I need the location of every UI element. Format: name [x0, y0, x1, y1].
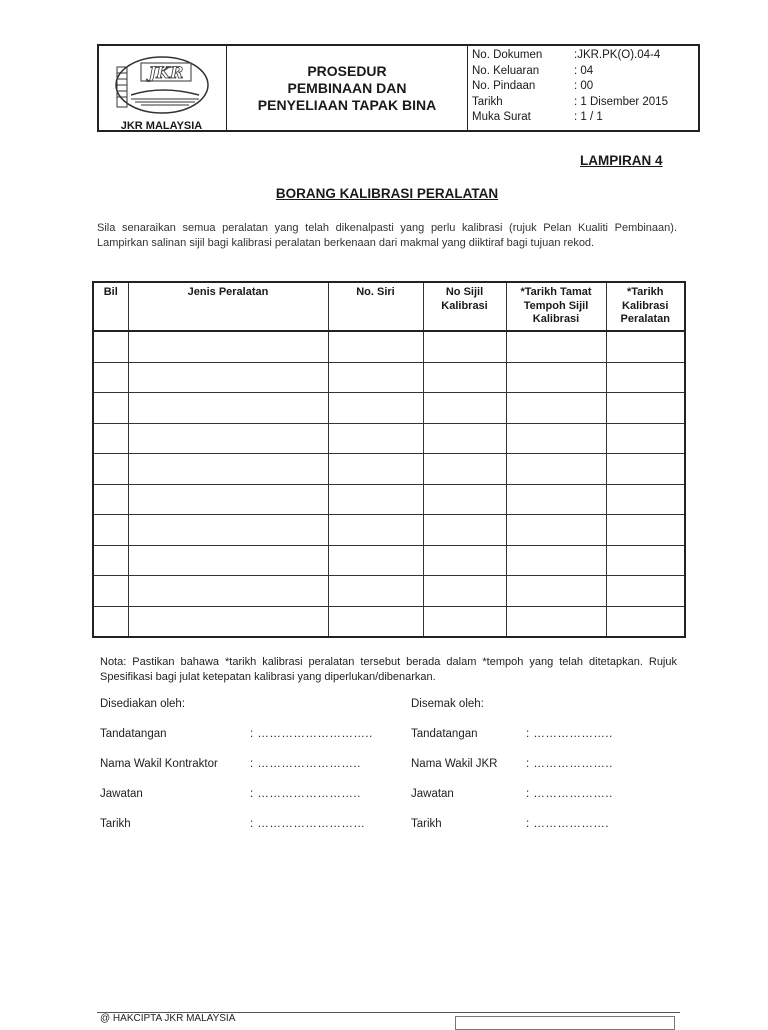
table-cell[interactable]	[606, 362, 685, 393]
table-cell[interactable]	[606, 331, 685, 362]
table-cell[interactable]	[423, 545, 506, 576]
table-row	[93, 515, 685, 546]
table-cell[interactable]	[128, 423, 328, 454]
table-cell[interactable]	[506, 331, 606, 362]
table-cell[interactable]	[423, 454, 506, 485]
title-line: PENYELIAAN TAPAK BINA	[257, 96, 437, 113]
position-field[interactable]: : ………………..	[526, 788, 613, 800]
table-row	[93, 484, 685, 515]
table-cell[interactable]	[93, 606, 128, 637]
footer-stamp-box	[455, 1016, 675, 1030]
table-cell[interactable]	[506, 515, 606, 546]
table-cell[interactable]	[93, 576, 128, 607]
meta-label: No. Pindaan	[472, 80, 536, 92]
table-cell[interactable]	[606, 423, 685, 454]
table-cell[interactable]	[606, 515, 685, 546]
table-row	[93, 454, 685, 485]
date-label: Tarikh	[411, 818, 442, 830]
table-row	[93, 545, 685, 576]
column-header-tarikh-kalibrasi: *Tarikh Kalibrasi Peralatan	[606, 282, 685, 331]
meta-value: : 1 Disember 2015	[574, 95, 668, 108]
table-row	[93, 362, 685, 393]
column-header-tarikh-tamat: *Tarikh Tamat Tempoh Sijil Kalibrasi	[506, 282, 606, 331]
table-cell[interactable]	[128, 484, 328, 515]
table-cell[interactable]	[93, 454, 128, 485]
title-line: PROSEDUR	[307, 62, 387, 79]
date-field[interactable]: : ……………….	[526, 818, 610, 830]
table-cell[interactable]	[93, 423, 128, 454]
column-header-no-sijil: No Sijil Kalibrasi	[423, 282, 506, 331]
date-label: Tarikh	[100, 818, 131, 830]
table-cell[interactable]	[328, 362, 423, 393]
calibration-table	[92, 281, 686, 638]
contractor-name-label: Nama Wakil Kontraktor	[100, 758, 218, 770]
table-cell[interactable]	[128, 515, 328, 546]
intro-paragraph: Sila senaraikan semua peralatan yang telah dikenalpasti yang perlu kalibrasi (rujuk Pelan Kualiti Pembinaan). Lampirkan salinan sijil bagi kalibrasi peralatan berkenaan dari makmal yang diiktiraf bagi tujuan rekod.	[97, 222, 677, 249]
table-cell[interactable]	[128, 393, 328, 424]
table-cell[interactable]	[128, 331, 328, 362]
table-cell[interactable]	[128, 545, 328, 576]
date-field[interactable]: : ………………………	[250, 818, 366, 830]
jkr-logo-icon	[113, 55, 211, 117]
document-header	[97, 44, 700, 132]
jkr-name-label: Nama Wakil JKR	[411, 758, 498, 770]
signature-label: Tandatangan	[411, 728, 478, 740]
table-row	[93, 423, 685, 454]
meta-value: : 04	[574, 64, 594, 77]
table-cell[interactable]	[606, 545, 685, 576]
signature-field[interactable]: : ………………………..	[250, 728, 373, 740]
table-cell[interactable]	[128, 606, 328, 637]
table-body	[93, 331, 685, 637]
table-cell[interactable]	[328, 393, 423, 424]
table-cell[interactable]	[93, 331, 128, 362]
table-cell[interactable]	[328, 423, 423, 454]
prepared-by-heading: Disediakan oleh:	[100, 698, 186, 710]
title-line: PEMBINAAN DAN	[287, 79, 407, 96]
meta-value: : 00	[574, 80, 594, 92]
table-row	[93, 576, 685, 607]
procedure-title	[227, 46, 468, 130]
table-cell[interactable]	[128, 362, 328, 393]
meta-value: : 1 / 1	[574, 111, 603, 123]
meta-row	[472, 95, 698, 111]
position-label: Jawatan	[411, 788, 454, 800]
meta-row	[472, 64, 698, 80]
table-cell[interactable]	[93, 515, 128, 546]
table-cell[interactable]	[93, 545, 128, 576]
table-cell[interactable]	[423, 393, 506, 424]
column-header-bil: Bil	[93, 282, 128, 331]
meta-row	[472, 48, 698, 64]
table-row	[93, 331, 685, 362]
column-header-no-siri: No. Siri	[328, 282, 423, 331]
table-cell[interactable]	[506, 606, 606, 637]
table-cell[interactable]	[423, 606, 506, 637]
table-cell[interactable]	[128, 454, 328, 485]
table-cell[interactable]	[93, 484, 128, 515]
meta-row	[472, 79, 698, 95]
table-cell[interactable]	[423, 484, 506, 515]
table-cell[interactable]	[328, 515, 423, 546]
table-cell[interactable]	[93, 393, 128, 424]
meta-label: No. Dokumen	[472, 49, 543, 61]
copyright-footer: @ HAKCIPTA JKR MALAYSIA	[100, 1013, 236, 1024]
position-field[interactable]: : ……………………..	[250, 788, 361, 800]
logo-caption: JKR MALAYSIA	[120, 120, 203, 132]
table-cell[interactable]	[328, 331, 423, 362]
meta-label: No. Keluaran	[472, 64, 540, 77]
position-label: Jawatan	[100, 788, 143, 800]
table-cell[interactable]	[506, 545, 606, 576]
table-cell[interactable]	[606, 606, 685, 637]
column-header-jenis-peralatan: Jenis Peralatan	[128, 282, 328, 331]
signature-field[interactable]: : ………………..	[526, 728, 613, 740]
table-cell[interactable]	[506, 484, 606, 515]
table-cell[interactable]	[606, 393, 685, 424]
table-cell[interactable]	[128, 576, 328, 607]
table-cell[interactable]	[506, 576, 606, 607]
meta-label: Tarikh	[472, 95, 503, 108]
table-cell[interactable]	[328, 484, 423, 515]
contractor-name-field[interactable]: : ……………………..	[250, 758, 361, 770]
logo-cell	[99, 46, 227, 130]
jkr-name-field[interactable]: : ………………..	[526, 758, 613, 770]
table-row	[93, 606, 685, 637]
signature-label: Tandatangan	[100, 728, 167, 740]
table-cell[interactable]	[328, 576, 423, 607]
table-cell[interactable]	[423, 515, 506, 546]
table-cell[interactable]	[423, 331, 506, 362]
meta-label: Muka Surat	[472, 111, 531, 123]
reviewed-by-heading: Disemak oleh:	[411, 698, 484, 710]
table-cell[interactable]	[506, 362, 606, 393]
meta-row	[472, 110, 698, 126]
table-cell[interactable]	[606, 576, 685, 607]
table-cell[interactable]	[506, 393, 606, 424]
table-cell[interactable]	[506, 454, 606, 485]
table-cell[interactable]	[328, 606, 423, 637]
form-title: BORANG KALIBRASI PERALATAN	[275, 186, 499, 201]
table-cell[interactable]	[423, 576, 506, 607]
meta-value: :JKR.PK(O).04-4	[574, 49, 661, 61]
document-metadata	[468, 46, 698, 130]
table-cell[interactable]	[423, 423, 506, 454]
table-cell[interactable]	[423, 362, 506, 393]
table-cell[interactable]	[93, 362, 128, 393]
table-cell[interactable]	[328, 545, 423, 576]
table-cell[interactable]	[506, 423, 606, 454]
table-cell[interactable]	[328, 454, 423, 485]
table-cell[interactable]	[606, 454, 685, 485]
table-row	[93, 393, 685, 424]
note-paragraph: Nota: Pastikan bahawa *tarikh kalibrasi peralatan tersebut berada dalam *tempoh yang telah ditetapkan. Rujuk Spesifikasi bagi julat ketepatan kalibrasi yang diperlukan/dibenarkan.	[100, 656, 677, 683]
table-cell[interactable]	[606, 484, 685, 515]
logo-text: JKR	[148, 63, 184, 82]
appendix-label: LAMPIRAN 4	[580, 153, 663, 168]
table-header-row	[93, 282, 685, 331]
